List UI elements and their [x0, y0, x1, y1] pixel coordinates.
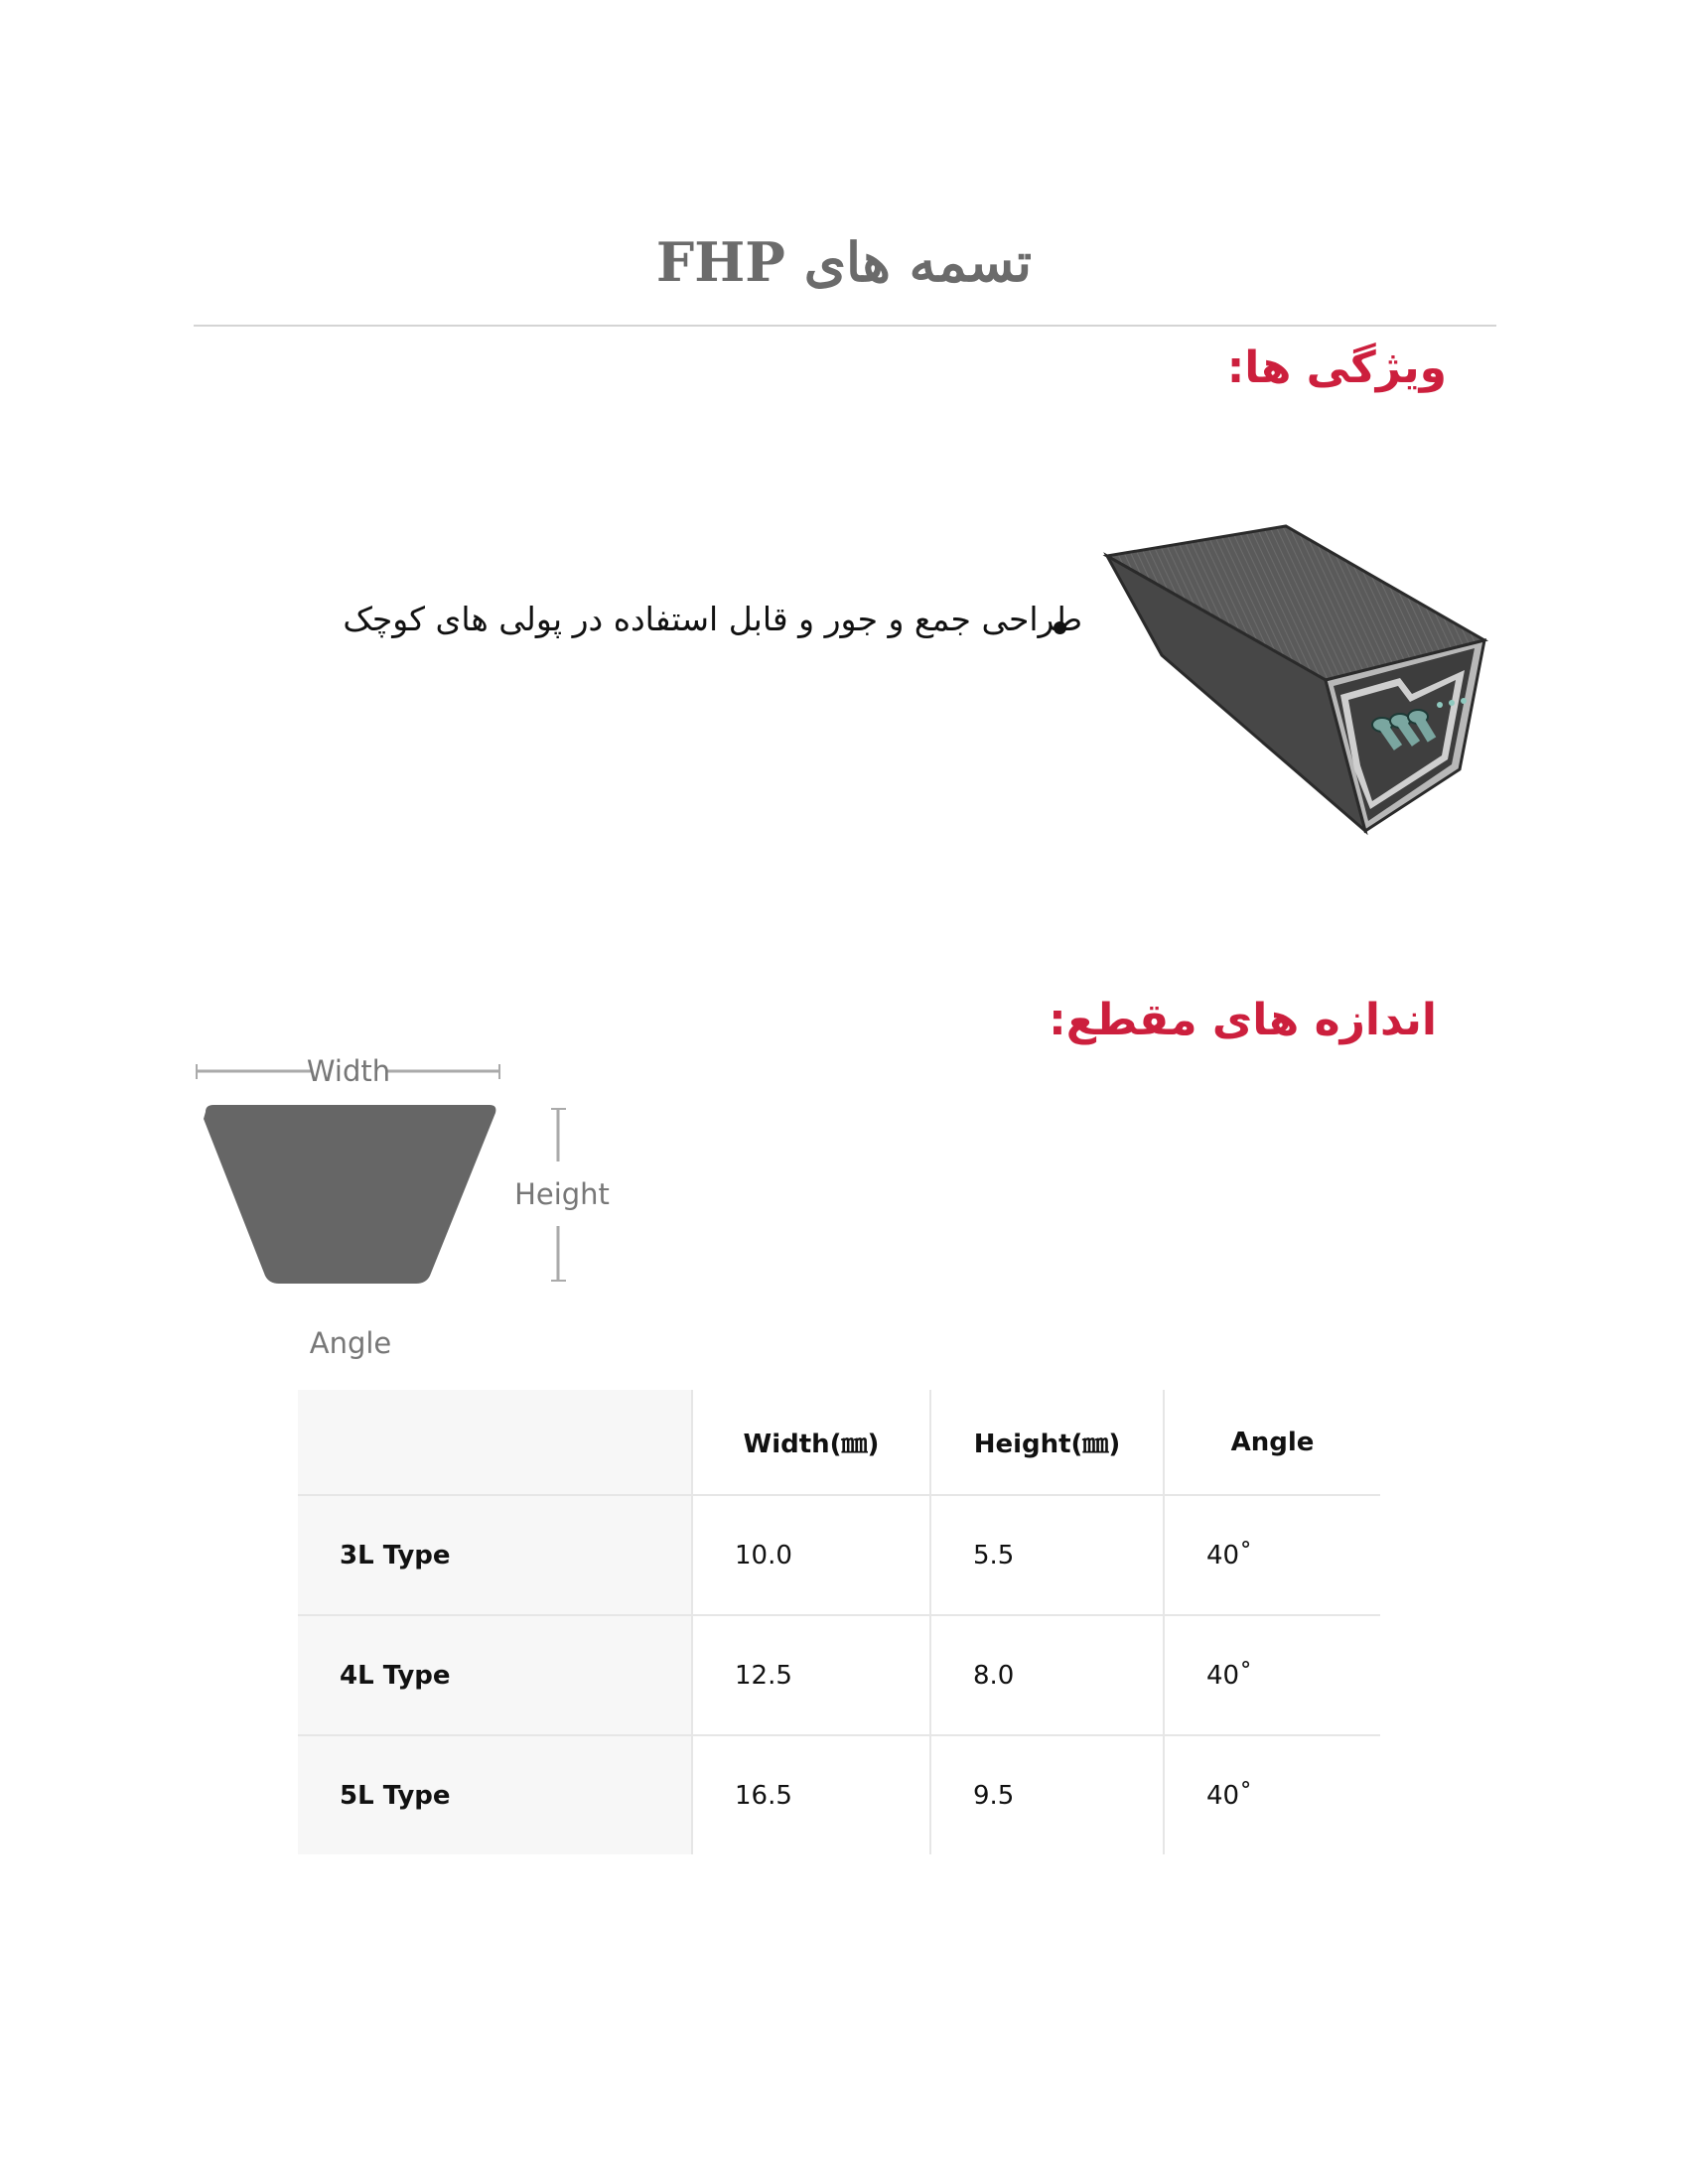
row-type: 3L Type — [298, 1495, 692, 1615]
table-header-corner — [298, 1390, 692, 1495]
table-header-width: Width(㎜) — [692, 1390, 930, 1495]
row-type: 5L Type — [298, 1735, 692, 1854]
row-height: 8.0 — [930, 1615, 1164, 1735]
table-header-height: Height(㎜) — [930, 1390, 1164, 1495]
row-width: 10.0 — [692, 1495, 930, 1615]
row-height: 5.5 — [930, 1495, 1164, 1615]
cross-section-diagram — [194, 1057, 631, 1370]
dimensions-table — [298, 1390, 1380, 1854]
height-label: Height — [514, 1177, 610, 1211]
feature-item: طراحی جمع و جور و قابل استفاده در پولی های کوچک — [343, 600, 1082, 638]
table-header-angle: Angle — [1164, 1390, 1380, 1495]
row-width: 12.5 — [692, 1615, 930, 1735]
row-height: 9.5 — [930, 1735, 1164, 1854]
width-label: Width — [306, 1057, 391, 1088]
features-heading: ویژگی ها: — [1226, 342, 1447, 393]
table-header-row — [298, 1390, 1380, 1495]
row-type: 4L Type — [298, 1615, 692, 1735]
page-title: تسمه های FHP — [655, 230, 1033, 294]
row-angle: 40˚ — [1164, 1615, 1380, 1735]
row-angle: 40˚ — [1164, 1495, 1380, 1615]
table-row — [298, 1735, 1380, 1854]
angle-label: Angle — [309, 1326, 392, 1360]
row-angle: 40˚ — [1206, 1780, 1253, 1811]
v-belt-cutaway-image — [1102, 521, 1499, 839]
dimensions-heading: اندازه های مقطع: — [1049, 995, 1437, 1045]
table-row — [298, 1615, 1380, 1735]
title-divider — [194, 325, 1496, 327]
row-width: 16.5 — [692, 1735, 930, 1854]
table-row — [298, 1495, 1380, 1615]
